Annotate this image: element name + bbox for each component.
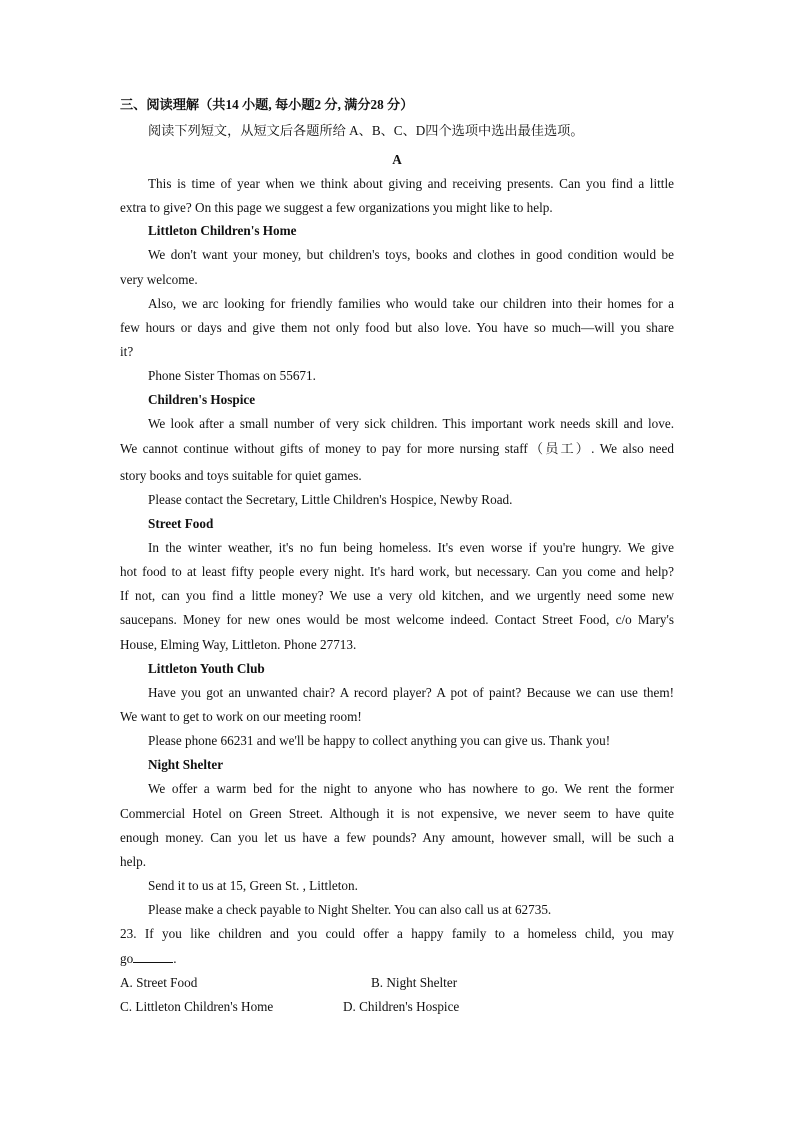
answer-blank bbox=[133, 950, 173, 963]
org-heading-hospice: Children's Hospice bbox=[148, 392, 256, 407]
question-stem-word: go bbox=[120, 951, 134, 966]
org3-p1-line-2: hot food to at least fifty people every night. It's hard work, but necessary. Can you come and help? bbox=[120, 564, 674, 579]
org3-p1-line-4: saucepans. Money for new ones would be most welcome indeed. Contact Street Food, c/o Mary's bbox=[120, 612, 674, 627]
org4-p1-line-2: We want to get to work on our meeting room! bbox=[120, 709, 362, 724]
intro-line-1: This is time of year when we think about giving and receiving presents. Can you find a little bbox=[148, 176, 674, 191]
option-b: B. Night Shelter bbox=[371, 975, 458, 990]
org-heading-youth-club: Littleton Youth Club bbox=[148, 661, 265, 676]
question-stem-end: . bbox=[173, 951, 177, 966]
org5-p1-line-3: enough money. Can you let us have a few pounds? Any amount, however small, will be such a bbox=[120, 830, 674, 845]
option-c: C. Littleton Children's Home bbox=[120, 999, 274, 1014]
org1-p3: Phone Sister Thomas on 55671. bbox=[148, 368, 316, 383]
passage-label: A bbox=[392, 152, 402, 167]
org4-p1-line-1: Have you got an unwanted chair? A record player? A pot of paint? Because we can use them! bbox=[148, 685, 674, 700]
org-heading-night-shelter: Night Shelter bbox=[148, 757, 224, 772]
org5-p2: Send it to us at 15, Green St. , Littleton. bbox=[148, 878, 358, 893]
org-heading-street-food: Street Food bbox=[148, 516, 214, 531]
section-title: 三、阅读理解（共14 小题, 每小题2 分, 满分28 分） bbox=[120, 97, 414, 112]
org4-p2: Please phone 66231 and we'll be happy to collect anything you can give us. Thank you! bbox=[148, 733, 611, 748]
org1-p1-line-1: We don't want your money, but children's toys, books and clothes in good condition would be bbox=[148, 247, 674, 262]
org1-p1-line-2: very welcome. bbox=[120, 272, 198, 287]
org2-p1-line-3: story books and toys suitable for quiet games. bbox=[120, 468, 362, 483]
option-d: D. Children's Hospice bbox=[343, 999, 460, 1014]
org5-p3: Please make a check payable to Night Shelter. You can also call us at 62735. bbox=[148, 902, 552, 917]
org5-p1-line-4: help. bbox=[120, 854, 147, 869]
org1-p2-line-1: Also, we arc looking for friendly families who would take our children into their homes for a bbox=[148, 296, 674, 311]
org3-p1-line-5: House, Elming Way, Littleton. Phone 27713. bbox=[120, 637, 357, 652]
org3-p1-line-3: If not, can you find a little money? We use a very old kitchen, and we urgently need some new bbox=[120, 588, 674, 603]
question-23-stem-line-1: 23. If you like children and you could offer a happy family to a homeless child, you may bbox=[120, 926, 674, 941]
org2-p2: Please contact the Secretary, Little Children's Hospice, Newby Road. bbox=[148, 492, 513, 507]
question-23-stem-line-2 bbox=[120, 950, 674, 968]
org-heading-childrens-home: Littleton Children's Home bbox=[148, 223, 297, 238]
section-instruction: 阅读下列短文，从短文后各题所给 A、B、C、D四个选项中选出最佳选项。 bbox=[148, 123, 584, 138]
org2-p1-line-2: We cannot continue without gifts of money to pay for more nursing staff（员工）. We also need bbox=[120, 441, 674, 456]
org1-p2-line-3: it? bbox=[120, 344, 134, 359]
org3-p1-line-1: In the winter weather, it's no fun being homeless. It's even worse if you're hungry. We give bbox=[148, 540, 674, 555]
option-a: A. Street Food bbox=[120, 975, 198, 990]
org2-p1-line-1: We look after a small number of very sick children. This important work needs skill and love. bbox=[148, 416, 674, 431]
intro-line-2: extra to give? On this page we suggest a few organizations you might like to help. bbox=[120, 200, 553, 215]
org5-p1-line-1: We offer a warm bed for the night to anyone who has nowhere to go. We rent the former bbox=[148, 781, 674, 796]
org1-p2-line-2: few hours or days and give them not only food but also love. You have so much—will you share bbox=[120, 320, 674, 335]
org5-p1-line-2: Commercial Hotel on Green Street. Although it is not expensive, we never seem to have quite bbox=[120, 806, 674, 821]
